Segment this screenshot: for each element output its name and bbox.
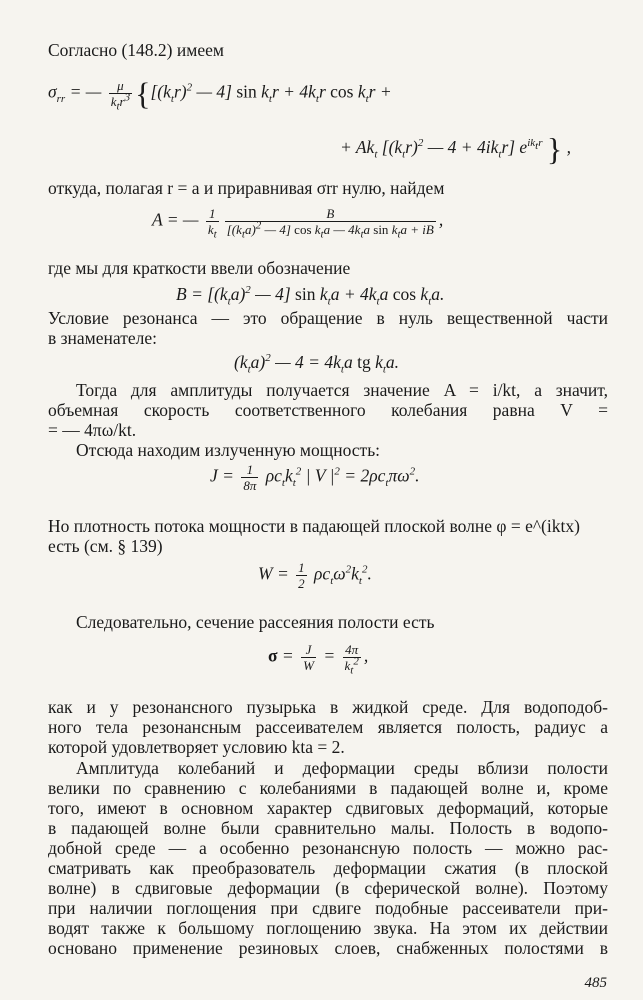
equation-W: W = $\frac{1}{2}$ $\rho c_t\omega^2k_t^2$. [258, 560, 372, 591]
text-line: основано применение резиновых слоев, снабженных полостями в [48, 938, 608, 958]
text-line: ного тела резонансным рассеивателем является полость, радиус a [48, 717, 608, 737]
text-line: есть (см. § 139) [48, 536, 163, 556]
equation-sigma: σ = $\frac{J}{W}$ = $\frac{4\pi}{k_t^2}$ , [268, 642, 369, 677]
text-line: Тогда для амплитуды получается значение A = i/kt, а значит, [76, 380, 608, 400]
page-number: 485 [584, 975, 607, 991]
equation-A: A = — $\frac{1}{k_t}$ $\frac{B}{[(k_ta)^2 — 4] \cos k_ta — 4k_ta \sin k_ta + iB}$ , [152, 206, 444, 241]
text-line: при наличии поглощения при сдвиге подобные рассеиватели при- [48, 898, 608, 918]
text-line: в падающей волне были сравнительно малы. Полость в водопо- [48, 818, 608, 838]
text-line: велики по сравнению с колебаниями в падающей волне и, кроме [48, 778, 608, 798]
equation-J: J = $\frac{1}{8\pi}$ $\rho c_tk_t^2$ | V $|^2 = 2\rho c_t\pi\omega^2$. [210, 462, 420, 493]
text-line: того, имеют в основном характер сдвиговых деформаций, которые [48, 798, 608, 818]
text-line: добной среде — а особенно резонансную полость — можно рас- [48, 838, 608, 858]
equation-resonance: $(k_ta)^2$ — $4 = 4k_ta$ tg $k_ta$. [234, 352, 400, 376]
text-line: водят также к большому поглощению звука. На этом их действии [48, 918, 608, 938]
text-line: в знаменателе: [48, 328, 157, 348]
equation-B: $B = [(k_ta)^2$ — 4] $\sin k_ta + 4k_ta$ $\cos k_ta$. [176, 284, 445, 308]
text-line: = — 4πω/kt. [48, 420, 137, 440]
text-line: как и у резонансного пузырька в жидкой среде. Для водоподоб- [48, 697, 608, 717]
text-line: Отсюда находим излученную мощность: [76, 440, 381, 460]
text-line: волне) в сдвиговые деформации (в сферической волне). Поэтому [48, 878, 608, 898]
text-line: откуда, полагая r = a и приравнивая σrr нулю, найдем [48, 178, 445, 198]
text-line: где мы для краткости ввели обозначение [48, 258, 351, 278]
text-line: сматривать как преобразователь деформации сжатия (в плоской [48, 858, 608, 878]
equation-sigma-rr-part2: + $Ak_t$ [$(k_tr)^2$ — $4 + 4ik_tr$] $e^{ik_tr}$ } , [340, 131, 571, 167]
text-line: объемная скорость соответственного колебания равна V = [48, 400, 608, 420]
equation-sigma-rr-part1: $\sigma_{rr}$ = — $\frac{\mu}{k_tr^3}$ {[$(k_tr)^2$ — 4] $\sin k_tr + 4k_tr$ $\cos k_tr$ + [48, 75, 392, 113]
text-line: Амплитуда колебаний и деформации среды вблизи полости [76, 758, 608, 778]
text-line: Но плотность потока мощности в падающей плоской волне φ = e^(iktx) [48, 516, 580, 536]
text-line: Условие резонанса — это обращение в нуль вещественной части [48, 308, 608, 328]
text-line: Согласно (148.2) имеем [48, 40, 224, 60]
text-line: Следовательно, сечение рассеяния полости есть [76, 612, 435, 632]
text-line: которой удовлетворяет условию kta = 2. [48, 737, 345, 757]
